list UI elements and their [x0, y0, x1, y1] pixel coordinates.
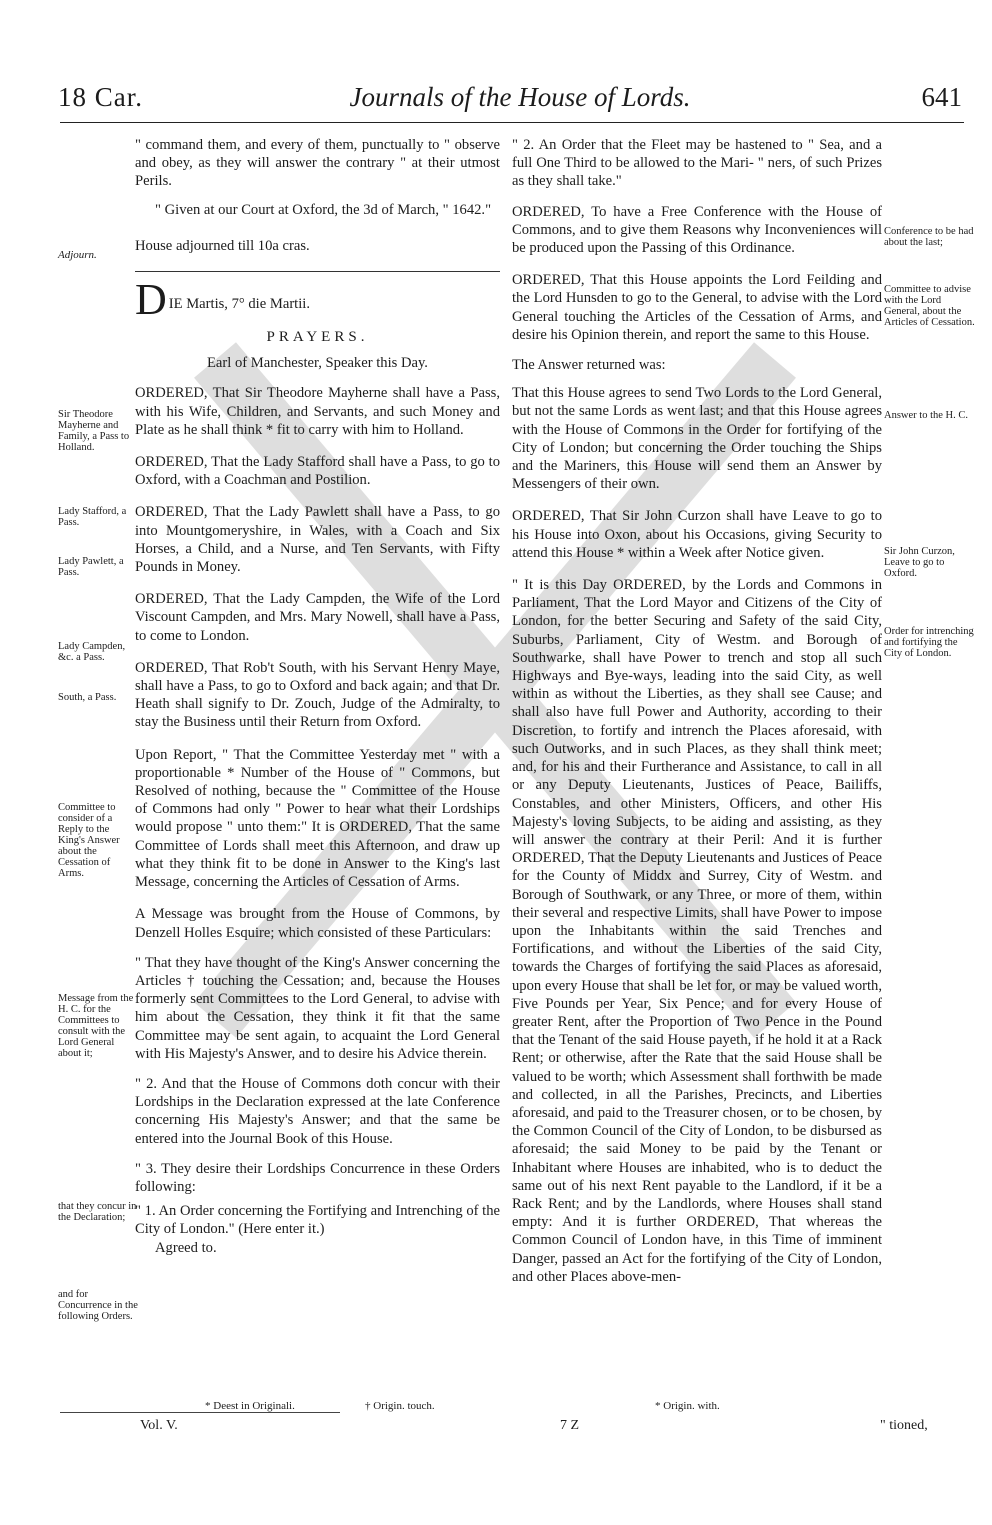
date-heading [135, 275, 500, 325]
margin-note-concurrence: and for Concurrence in the following Orders. [58, 1289, 138, 1322]
margin-note-curzon: Sir John Curzon, Leave to go to Oxford. [884, 546, 955, 579]
margin-note-message: Message from the H. C. for the Committees to consult with the Lord General about it; [58, 993, 134, 1059]
agreed-to: Agreed to. [155, 1239, 217, 1256]
margin-note-adjourn: Adjourn. [58, 249, 97, 261]
date-text: IE Martis, 7° die Martii. [168, 296, 310, 313]
header-regnal-year: 18 Car. [58, 82, 143, 112]
volume-mark: Vol. V. [140, 1418, 178, 1433]
margin-note-answer: Answer to the H. C. [884, 410, 968, 421]
answer-text: That this House agrees to send Two Lords to the Lord General, but not the same Lords as went last; and that this House agrees with the House of Commons in the Order for fortifying of the City of London; but concerning the Order touching the Ships and the Mariners, this House will send them an Answer by Messengers of their own. [512, 385, 882, 493]
footnote-rule [60, 1412, 340, 1413]
footnote-with: * Origin. with. [655, 1400, 720, 1412]
order-pawlett: ORDERED, That the Lady Pawlett shall have a Pass, to go into Mountgomeryshire, in Wales, with a Coach and Six Horses, a Child, and a Nurse, and Ten Servants, with Fifty Pounds in Money. [135, 504, 500, 576]
order-fortifying-ref: " 1. An Order concerning the Fortifying and Intrenching of the City of London." (Here enter it.) [135, 1203, 500, 1238]
margin-note-intrenching: Order for intrenching and fortifying the City of London. [884, 626, 974, 659]
prayers-heading: PRAYERS. [266, 329, 369, 346]
header-title: Journals of the House of Lords. [349, 82, 691, 112]
margin-note-conference: Conference to be had about the last; [884, 226, 974, 248]
margin-note-south: South, a Pass. [58, 692, 117, 703]
order-fleet: " 2. An Order that the Fleet may be hastened to " Sea, and a full One Third to be allowed to the Mari- " ners, of such Prizes as they shall take." [512, 137, 882, 190]
speaker-line: Earl of Manchester, Speaker this Day. [207, 355, 428, 372]
section-rule [135, 271, 500, 272]
order-lords-general: ORDERED, That this House appoints the Lord Feilding and the Lord Hunsden to go to the General, to advise with the Lord General touching the Articles of the Cessation of Arms, and desire his Opinion therein, and report the same to this House. [512, 272, 882, 343]
page-number: 641 [921, 82, 962, 112]
left-column [135, 136, 500, 1257]
report-committee: Upon Report, " That the Committee Yesterday met " with a proportionable * Number of the House of " Commons, but Resolved of nothing, because the " Committee of the House of Commons had only " Power to hear what their Lordships would propose " unto them:" It is ORDERED, That the same Committee of Lords shall meet this Afternoon, and draw up what they think fit to be done in Answer to the King's last Message, concerning the Articles of Cessation of Arms. [135, 746, 500, 891]
footnote-deest: * Deest in Originali. [205, 1400, 295, 1412]
margin-note-advise: Committee to advise with the Lord General, about the Articles of Cessation. [884, 284, 975, 328]
signature-mark: 7 Z [560, 1418, 580, 1433]
order-south: ORDERED, That Rob't South, with his Servant Henry Maye, shall have a Pass, to go to Oxford and back again; and that Dr. Heath shall signify to Dr. Zouch, Judge of the Admiralty, to stay the Business until their Return from Oxford. [135, 659, 500, 731]
answer-heading: The Answer returned was: [512, 357, 666, 374]
catchword: " tioned, [880, 1418, 928, 1433]
footnote-touch: † Origin. touch. [365, 1400, 435, 1412]
message-commons: A Message was brought from the House of Commons, by Denzell Holles Esquire; which consisted of these Particulars: [135, 906, 500, 941]
running-header [0, 82, 992, 122]
margin-note-campden: Lady Campden, &c. a Pass. [58, 641, 126, 663]
order-stafford: ORDERED, That the Lady Stafford shall have a Pass, to go to Oxford, with a Coachman and Postilion. [135, 454, 500, 489]
order-fortifying-text: " It is this Day ORDERED, by the Lords and Commons in Parliament, That the Lord Mayor and Citizens of the City of London, for the better Securing and Safety of the said City, Suburbs, Parliament, City of Westm. and Borough of Southwarke, shall have Power to trench and stop all such Highways and Bye-ways, leading into the said City, as well within as without the Liberties, as they shall see Cause; and shall also have full Power and Authority, according to their Discretion, to fortify and intrench the Places aforesaid, with such Outworks, and in such Places, as they shall think meet; and, for his and their Furtherance and Assistance, to call in all or any Deputy Lieutenants, Justices of Peace, Bailiffs, Constables, and other Ministers, Officers, and other His Majesty's loving Subjects, to be aiding and assisting, as they will answer the contrary at their Peril: And it is further ORDERED, That the Deputy Lieutenants and Justices of Peace for the County of Middx and Surrey, City of Westm. and Borough of Southwark, or any Three, or more of them, within their several and respective Limits, shall have Power to impose upon the Inhabitants within the said Trenches and Fortifications, and without the Liberties of the said City, towards the Charges of fortifying the said Places as aforesaid, upon every House that shall be let for, or may be valued worth, Five Pounds per Year, Six Pence; and for every House of greater Rent, after the Proportion of Two Pence in the Pound that the Tenant of the said House payeth, if he hold it at a Rack Rent; or otherwise, after the Rate that the said House shall be valued to be worth; which Assessment shall forthwith be made and collected, in all the Parishes, Precincts, and Liberties aforesaid, and paid to the Treasurer chosen, or to be chosen, by the Common Council of the City of London, to be disbursed as aforesaid; the said Money to be paid by the Tenant or Inhabitant where Houses are inhabited, who is to deduct the same out of his next Rent payable to the Landlord, if it be a Rack Rent; and by the Landlords, where Houses shall stand empty: And it is further ORDERED, That whereas the Common Council of London have, in this Time of imminent Danger, passed an Act for the fortifying of the City of London, and other Places above-men- [512, 577, 882, 1285]
order-curzon: ORDERED, That Sir John Curzon shall have Leave to go to his House into Oxon, about his Occasions, giving Security to attend this House * within a Week after Notice given. [512, 508, 882, 561]
margin-note-mayherne: Sir Theodore Mayherne and Family, a Pass to Holland. [58, 409, 130, 453]
margin-note-concur: that they concur in the Declaration; [58, 1201, 137, 1223]
given-at-court: " Given at our Court at Oxford, the 3d of March, " 1642." [155, 201, 492, 218]
order-mayherne: ORDERED, That Sir Theodore Mayherne shall have a Pass, with his Wife, Children, and Servants, and such Money and Plate as he shall think * fit to carry with him to Holland. [135, 385, 500, 438]
margin-note-pawlett: Lady Pawlett, a Pass. [58, 556, 124, 578]
drop-cap: D [135, 275, 167, 325]
margin-note-committee: Committee to consider of a Reply to the King's Answer about the Cessation of Arms. [58, 802, 120, 879]
message-item-1: " That they have thought of the King's Answer concerning the Articles † touching the Cessation; and, because the Houses formerly sent Committees to the Lord General, to advise with him about the Cessation, they think it fit that the same Committee may be sent again, to acquaint the Lord General with His Majesty's Answer, and to desire his Advice therein. [135, 954, 500, 1062]
right-column [512, 136, 882, 1286]
adjournment: House adjourned till 10a cras. [135, 237, 310, 254]
margin-note-stafford: Lady Stafford, a Pass. [58, 506, 127, 528]
message-item-3: " 3. They desire their Lordships Concurrence in these Orders following: [135, 1160, 500, 1195]
order-conference: ORDERED, To have a Free Conference with the House of Commons, and to give them Reasons why Inconveniences will be produced upon the Passing of this Ordinance. [512, 203, 882, 257]
header-rule [60, 122, 964, 123]
proclamation-end: " command them, and every of them, punctually to " observe and obey, as they will answer the contrary " at their utmost Perils. [135, 137, 500, 190]
message-item-2: " 2. And that the House of Commons doth concur with their Lordships in the Declaration expressed at the late Conference concerning His Majesty's Answer; and that the same be entered into the Journal Book of this House. [135, 1075, 500, 1147]
order-campden: ORDERED, That the Lady Campden, the Wife of the Lord Viscount Campden, and Mrs. Mary Nowell, shall have a Pass, to come to London. [135, 591, 500, 644]
